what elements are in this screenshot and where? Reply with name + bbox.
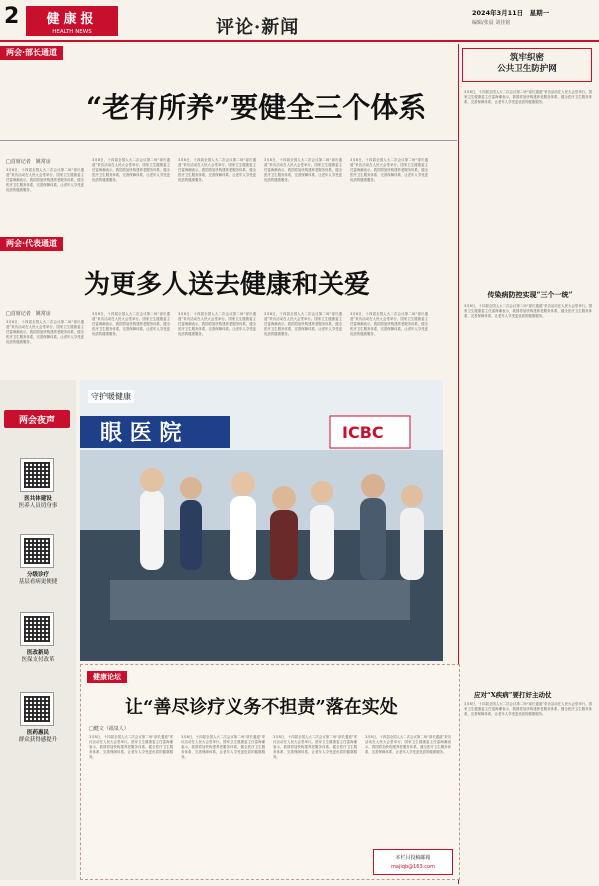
article-text: 3月8日，十四届全国人大二次会议第二场“部长通道”采访活动在人民大会堂举行。国家卫生健康委主任雷海潮表示，我国将加快构建养老服务体系，健全医疗卫生服务体系，完善保障体系，让老年人享受更优质的健康服务。 bbox=[464, 90, 592, 104]
news-photo bbox=[80, 380, 443, 661]
sidebar-item-label: 分级诊疗 bbox=[26, 572, 49, 578]
contact-label: 本栏目投稿邮箱 bbox=[395, 855, 431, 861]
right-column-heading bbox=[462, 48, 592, 82]
contact-email[interactable]: majiqb@163.com bbox=[391, 864, 435, 870]
section-tag: 两会·代表通道 bbox=[0, 237, 63, 251]
article-text: 3月8日，十四届全国人大二次会议第二场“部长通道”采访活动在人民大会堂举行。国家卫生健康委主任雷海潮表示，我国将加快构建养老服务体系，健全医疗卫生服务体系，完善保障体系，让老年人享受更优质的健康服务。 bbox=[264, 312, 342, 336]
headline-secondary: 为更多人送去健康和关爱 bbox=[84, 270, 371, 300]
sidebar-item-sub: 群众获得感提升 bbox=[18, 737, 58, 743]
article-text: 3月8日，十四届全国人大二次会议第二场“部长通道”采访活动在人民大会堂举行。国家卫生健康委主任雷海潮表示，我国将加快构建养老服务体系，健全医疗卫生服务体系，完善保障体系，让老年人享受更优质的健康服务。 bbox=[181, 735, 265, 759]
sidebar-item-label: 医改新局 bbox=[26, 650, 49, 656]
article-text: 3月8日，十四届全国人大二次会议第二场“部长通道”采访活动在人民大会堂举行。国家卫生健康委主任雷海潮表示，我国将加快构建养老服务体系，健全医疗卫生服务体系，完善保障体系，让老年人享受更优质的健康服务。 bbox=[6, 320, 84, 344]
article-text: 3月8日，十四届全国人大二次会议第二场“部长通道”采访活动在人民大会堂举行。国家卫生健康委主任雷海潮表示，我国将加快构建养老服务体系，健全医疗卫生服务体系，完善保障体系，让老年人享受更优质的健康服务。 bbox=[92, 158, 170, 182]
sign-text: 眼 医 院 bbox=[100, 420, 182, 446]
contact-box bbox=[373, 849, 453, 875]
headline-main: “老有所养”要健全三个体系 bbox=[86, 91, 427, 124]
page-number: 2 bbox=[4, 4, 20, 29]
qr-code[interactable] bbox=[20, 534, 54, 568]
photo-caption: 守护暖健康 bbox=[88, 390, 134, 403]
sidebar-item-label: 医共体建设 bbox=[24, 496, 52, 502]
article-text: 3月8日，十四届全国人大二次会议第二场“部长通道”采访活动在人民大会堂举行。国家卫生健康委主任雷海潮表示，我国将加快构建养老服务体系，健全医疗卫生服务体系，完善保障体系，让老年人享受更优质的健康服务。 bbox=[264, 158, 342, 182]
byline: □首席记者 姚常房 bbox=[6, 159, 51, 165]
article-text: 3月8日，十四届全国人大二次会议第二场“部长通道”采访活动在人民大会堂举行。国家卫生健康委主任雷海潮表示，我国将加快构建养老服务体系，健全医疗卫生服务体系，完善保障体系，让老年人享受更优质的健康服务。 bbox=[178, 312, 256, 336]
article-text: 3月8日，十四届全国人大二次会议第二场“部长通道”采访活动在人民大会堂举行。国家卫生健康委主任雷海潮表示，我国将加快构建养老服务体系，健全医疗卫生服务体系，完善保障体系，让老年人享受更优质的健康服务。 bbox=[89, 735, 173, 759]
sidebar-title: 两会夜声 bbox=[4, 410, 70, 428]
sidebar-item-sub: 医养人员切身事 bbox=[18, 503, 58, 509]
article-text: 3月8日，十四届全国人大二次会议第二场“部长通道”采访活动在人民大会堂举行。国家卫生健康委主任雷海潮表示，我国将加快构建养老服务体系，健全医疗卫生服务体系，完善保障体系，让老年人享受更优质的健康服务。 bbox=[350, 312, 428, 336]
sidebar bbox=[0, 380, 76, 880]
sidebar-item-sub: 医保支付改革 bbox=[21, 657, 55, 663]
qr-code[interactable] bbox=[20, 612, 54, 646]
article-text: 3月8日，十四届全国人大二次会议第二场“部长通道”采访活动在人民大会堂举行。国家卫生健康委主任雷海潮表示，我国将加快构建养老服务体系，健全医疗卫生服务体系，完善保障体系，让老年人享受更优质的健康服务。 bbox=[92, 312, 170, 336]
issue-date: 2024年3月11日 星期一 bbox=[472, 9, 550, 17]
article-text: 3月8日，十四届全国人大二次会议第二场“部长通道”采访活动在人民大会堂举行。国家卫生健康委主任雷海潮表示，我国将加快构建养老服务体系，健全医疗卫生服务体系，完善保障体系，让老年人享受更优质的健康服务。 bbox=[6, 168, 84, 192]
article-text: 3月8日，十四届全国人大二次会议第二场“部长通道”采访活动在人民大会堂举行。国家卫生健康委主任雷海潮表示，我国将加快构建养老服务体系，健全医疗卫生服务体系，完善保障体系，让老年人享受更优质的健康服务。 bbox=[464, 702, 592, 716]
bottom-headline: 让“善尽诊疗义务不担责”落在实处 bbox=[125, 697, 398, 718]
byline: □健文（福泉人） bbox=[89, 726, 129, 732]
section-title: 评论·新闻 bbox=[216, 17, 300, 38]
photo-scene bbox=[80, 380, 443, 661]
article-text: 3月8日，十四届全国人大二次会议第二场“部长通道”采访活动在人民大会堂举行。国家卫生健康委主任雷海潮表示，我国将加快构建养老服务体系，健全医疗卫生服务体系，完善保障体系，让老年人享受更优质的健康服务。 bbox=[350, 158, 428, 182]
qr-code[interactable] bbox=[20, 692, 54, 726]
editor-line: 编辑/张晨 刘佳铭 bbox=[472, 20, 511, 26]
sidebar-item-sub: 基层看病更便捷 bbox=[18, 579, 58, 585]
newspaper-logo: 健康报 bbox=[26, 6, 118, 28]
right-column-subtitle: 传染病防控实现“三个一统” bbox=[487, 290, 573, 299]
section-tag: 健康论坛 bbox=[87, 671, 127, 683]
right-column-footer-title: 应对“X疾病”要打好主动仗 bbox=[474, 691, 552, 699]
right-column-title-2: 公共卫生防护网 bbox=[497, 64, 557, 74]
section-tag: 两会·部长通道 bbox=[0, 46, 63, 60]
qr-code[interactable] bbox=[20, 458, 54, 492]
sidebar-item-label: 医药惠民 bbox=[26, 730, 49, 736]
article-text: 3月8日，十四届全国人大二次会议第二场“部长通道”采访活动在人民大会堂举行。国家卫生健康委主任雷海潮表示，我国将加快构建养老服务体系，健全医疗卫生服务体系，完善保障体系，让老年人享受更优质的健康服务。 bbox=[273, 735, 357, 759]
right-column-title-1: 筑牢织密 bbox=[509, 53, 544, 63]
article-text: 3月8日，十四届全国人大二次会议第二场“部长通道”采访活动在人民大会堂举行。国家卫生健康委主任雷海潮表示，我国将加快构建养老服务体系，健全医疗卫生服务体系，完善保障体系，让老年人享受更优质的健康服务。 bbox=[464, 304, 592, 318]
bottom-article bbox=[80, 664, 460, 880]
sign-right-text: ICBC bbox=[342, 423, 384, 442]
byline: □首席记者 姚常房 bbox=[6, 311, 51, 317]
masthead-rule bbox=[0, 40, 599, 42]
newspaper-logo-en: HEALTH NEWS bbox=[26, 28, 118, 36]
article-text: 3月8日，十四届全国人大二次会议第二场“部长通道”采访活动在人民大会堂举行。国家卫生健康委主任雷海潮表示，我国将加快构建养老服务体系，健全医疗卫生服务体系，完善保障体系，让老年人享受更优质的健康服务。 bbox=[178, 158, 256, 182]
article-text: 3月8日，十四届全国人大二次会议第二场“部长通道”采访活动在人民大会堂举行。国家卫生健康委主任雷海潮表示，我国将加快构建养老服务体系，健全医疗卫生服务体系，完善保障体系，让老年人享受更优质的健康服务。 bbox=[365, 735, 451, 754]
